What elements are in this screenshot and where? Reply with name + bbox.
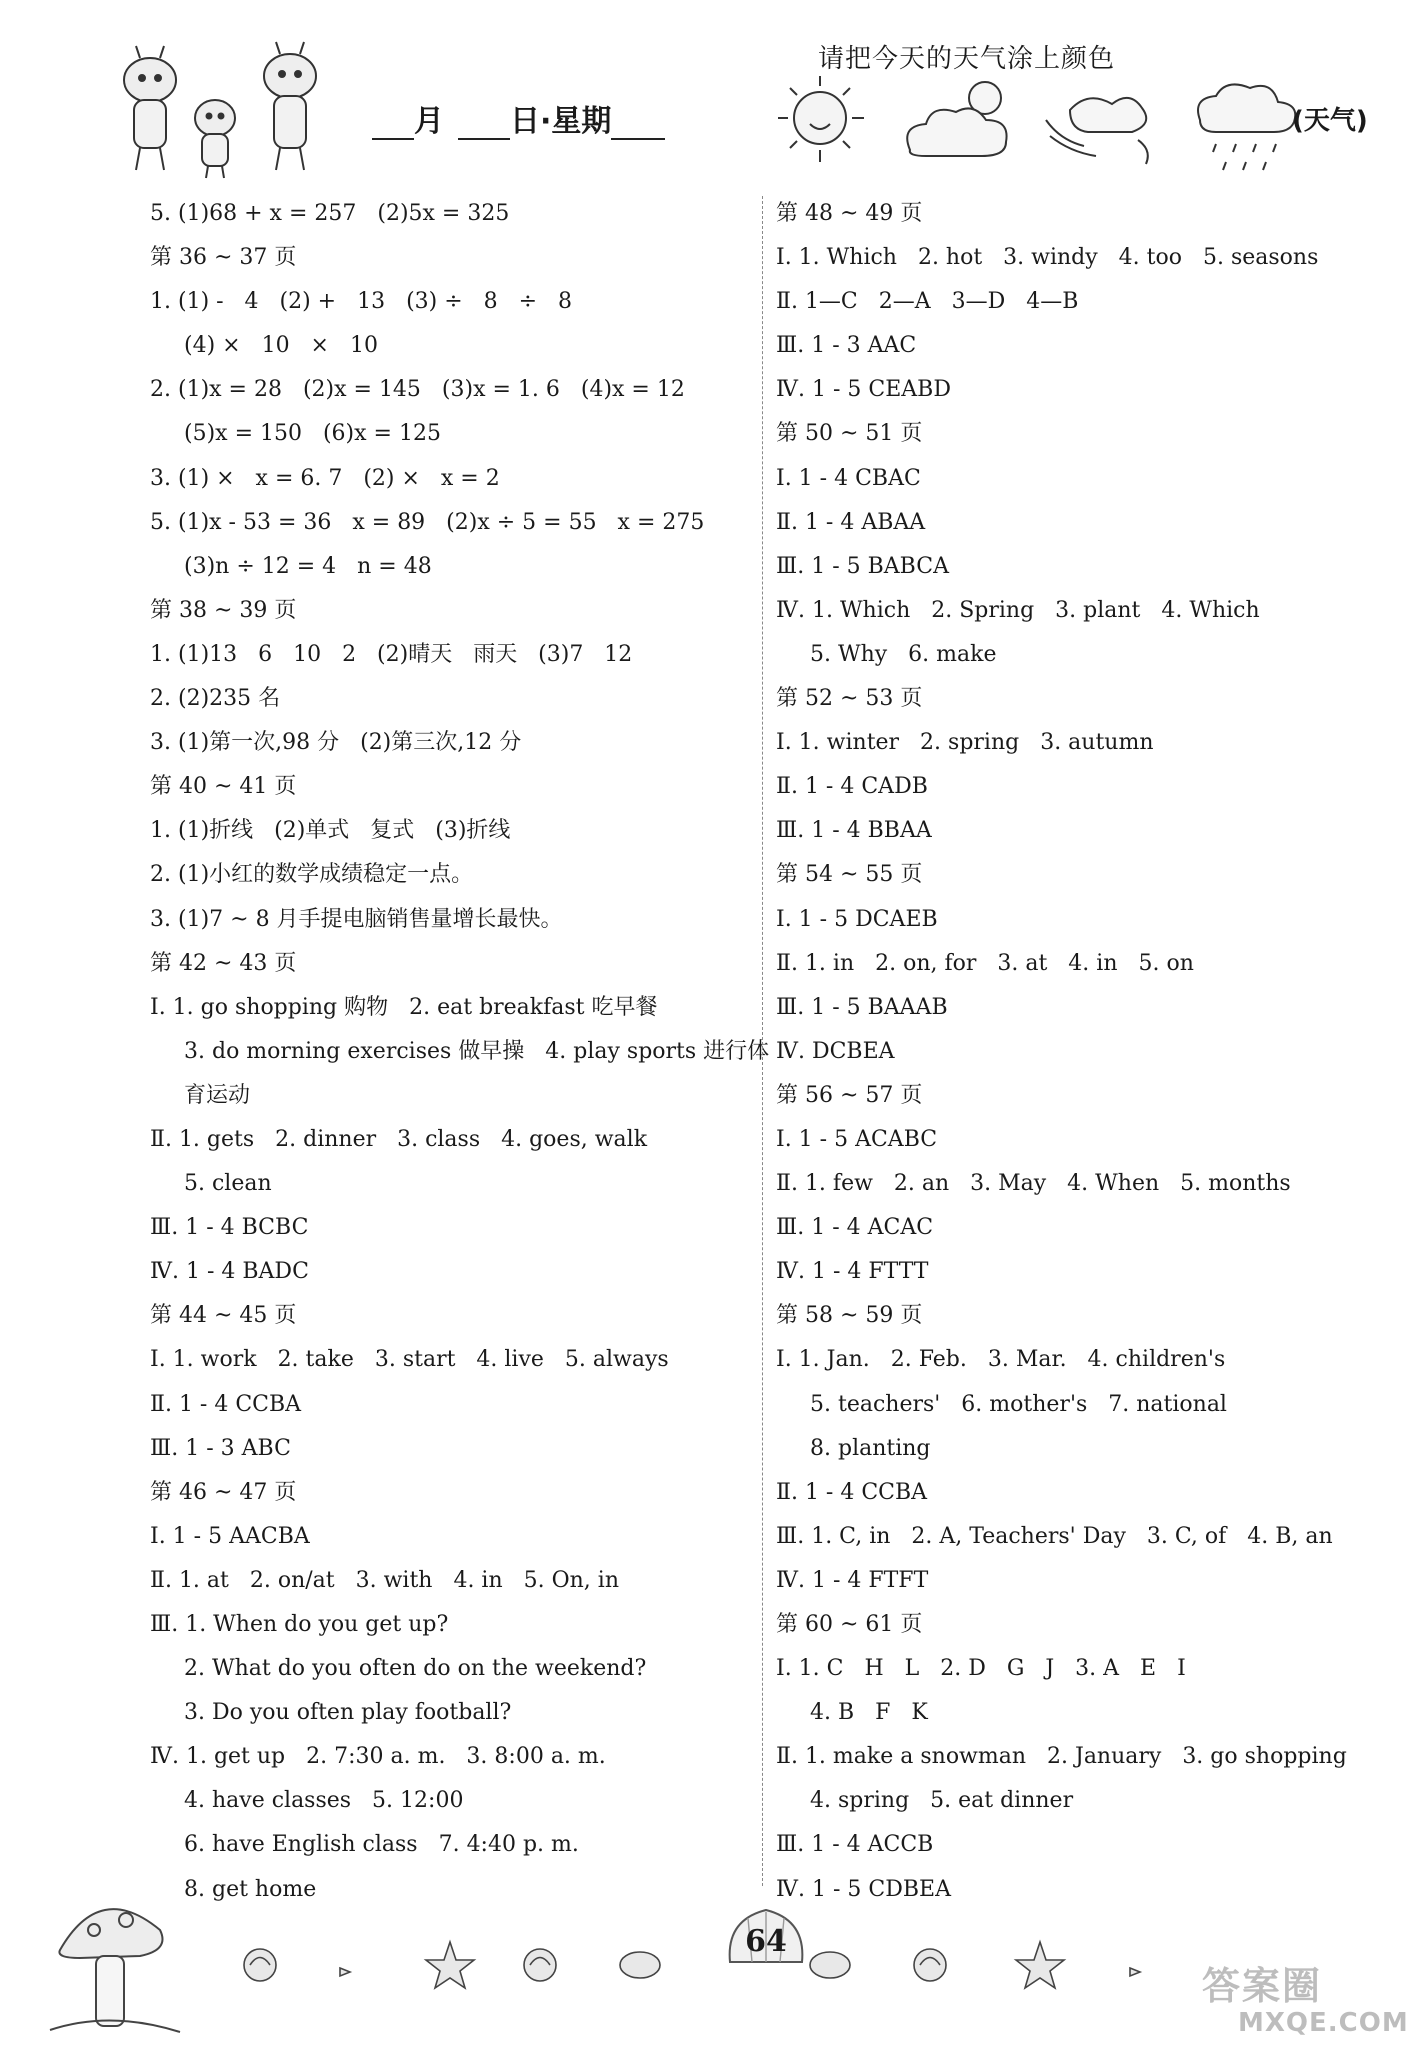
sun-icon[interactable] (778, 76, 864, 162)
answer-line: Ⅳ. 1 - 4 FTFT (776, 1567, 929, 1593)
answer-line: (5)x = 150 (6)x = 125 (184, 421, 441, 447)
answer-line: 2. (1)x = 28 (2)x = 145 (3)x = 1. 6 (4)x = 12 (150, 377, 685, 403)
answer-line: Ⅳ. 1 - 4 FTTT (776, 1259, 929, 1285)
answer-line: Ⅱ. 1 - 4 CADB (776, 774, 928, 800)
answer-line: Ⅰ. 1. work 2. take 3. start 4. live 5. always (150, 1347, 669, 1373)
answer-line: 1. (1) - 4 (2) + 13 (3) ÷ 8 ÷ 8 (150, 289, 573, 315)
answer-line: 3. do morning exercises 做早操 4. play sports 进行体 (184, 1038, 770, 1064)
answer-line: Ⅱ. 1. few 2. an 3. May 4. When 5. months (776, 1171, 1291, 1197)
answer-line: Ⅰ. 1. Jan. 2. Feb. 3. Mar. 4. children's (776, 1347, 1226, 1373)
answer-line: 3. (1)第一次,98 分 (2)第三次,12 分 (150, 730, 522, 756)
answer-line: 1. (1)13 6 10 2 (2)晴天 雨天 (3)7 12 (150, 641, 633, 667)
answer-line: Ⅲ. 1 - 5 BABCA (776, 553, 949, 579)
answer-line: 8. planting (810, 1435, 931, 1461)
answer-line: 2. What do you often do on the weekend? (184, 1656, 647, 1682)
answer-line: 4. spring 5. eat dinner (810, 1788, 1074, 1814)
giraffe-illustration-icon (110, 40, 370, 180)
answer-line: 第 36 ~ 37 页 (150, 245, 297, 271)
answer-line: Ⅲ. 1 - 4 BBAA (776, 818, 932, 844)
answer-line: 第 58 ~ 59 页 (776, 1303, 923, 1329)
watermark-logo: 答案圈 (1202, 1964, 1323, 2008)
answer-line: Ⅱ. 1—C 2—A 3—D 4—B (776, 289, 1079, 315)
answer-line: 第 52 ~ 53 页 (776, 686, 923, 712)
answer-line: Ⅱ. 1 - 4 ABAA (776, 509, 926, 535)
windy-icon[interactable] (1046, 98, 1148, 164)
page-header (0, 0, 1410, 180)
answer-line: Ⅳ. 1. get up 2. 7:30 a. m. 3. 8:00 a. m. (150, 1744, 606, 1770)
answer-line: Ⅲ. 1 - 3 ABC (150, 1435, 291, 1461)
weather-prompt: 请把今天的天气涂上颜色 (818, 44, 1116, 74)
answer-line: (3)n ÷ 12 = 4 n = 48 (184, 553, 432, 579)
answer-line: 1. (1)折线 (2)单式 复式 (3)折线 (150, 818, 511, 844)
answer-line: Ⅳ. 1 - 5 CEABD (776, 377, 951, 403)
answer-column-right (776, 192, 1376, 1912)
answer-line: Ⅰ. 1 - 5 AACBA (150, 1523, 310, 1549)
answer-line: 第 54 ~ 55 页 (776, 862, 923, 888)
answer-line: 4. have classes 5. 12:00 (184, 1788, 464, 1814)
answer-line: Ⅰ. 1. winter 2. spring 3. autumn (776, 730, 1154, 756)
weather-other-label: (天气) (1292, 106, 1368, 136)
answer-line: 3. Do you often play football? (184, 1700, 512, 1726)
month-blank[interactable] (372, 138, 414, 140)
answer-line: Ⅳ. 1 - 4 BADC (150, 1259, 309, 1285)
answer-line: (4) × 10 × 10 (184, 333, 378, 359)
answer-line: Ⅱ. 1 - 4 CCBA (776, 1479, 928, 1505)
answer-line: 5. teachers' 6. mother's 7. national (810, 1391, 1227, 1417)
month-label: 月 (414, 104, 444, 139)
answer-line: 2. (2)235 名 (150, 686, 281, 712)
cloudy-icon[interactable] (907, 82, 1006, 156)
weekday-blank[interactable] (611, 138, 665, 140)
page-footer (0, 1860, 1410, 2051)
answer-line: 3. (1) × x = 6. 7 (2) × x = 2 (150, 465, 500, 491)
answer-line: 4. B F K (810, 1700, 928, 1726)
answer-line: 第 56 ~ 57 页 (776, 1082, 923, 1108)
day-label: 日 (510, 104, 540, 139)
column-divider (762, 196, 763, 1886)
answer-line: Ⅰ. 1 - 5 ACABC (776, 1126, 938, 1152)
answer-line: 8. get home (184, 1876, 317, 1902)
answer-line: Ⅳ. 1. Which 2. Spring 3. plant 4. Which (776, 597, 1260, 623)
date-fill-line (372, 96, 665, 140)
dot-separator: · (540, 104, 552, 139)
answer-line: Ⅱ. 1. gets 2. dinner 3. class 4. goes, walk (150, 1126, 648, 1152)
answer-line: 第 40 ~ 41 页 (150, 774, 297, 800)
answer-line: 育运动 (184, 1082, 251, 1108)
watermark-url: MXQE.COM (1238, 2008, 1409, 2038)
answer-line: Ⅲ. 1 - 3 AAC (776, 333, 917, 359)
answer-line: Ⅰ. 1. C H L 2. D G J 3. A E I (776, 1656, 1186, 1682)
answer-line: 5. (1)x - 53 = 36 x = 89 (2)x ÷ 5 = 55 x = 275 (150, 509, 705, 535)
page-number: 64 (745, 1924, 787, 1959)
answer-line: Ⅳ. 1 - 5 CDBEA (776, 1876, 951, 1902)
answer-line: Ⅰ. 1. go shopping 购物 2. eat breakfast 吃早餐 (150, 994, 658, 1020)
answer-line: Ⅳ. DCBEA (776, 1038, 895, 1064)
answer-line: Ⅱ. 1. make a snowman 2. January 3. go shopping (776, 1744, 1347, 1770)
answer-line: Ⅲ. 1. When do you get up? (150, 1612, 449, 1637)
day-blank[interactable] (458, 138, 510, 140)
answer-column-left (150, 192, 770, 1912)
answer-line: 第 50 ~ 51 页 (776, 421, 923, 447)
answer-line: Ⅲ. 1 - 4 ACCB (776, 1832, 934, 1858)
answer-line: Ⅱ. 1 - 4 CCBA (150, 1391, 302, 1417)
rain-icon[interactable] (1198, 84, 1295, 170)
answer-line: 第 48 ~ 49 页 (776, 201, 923, 226)
weekday-label: 星期 (551, 104, 612, 139)
answer-line: Ⅲ. 1 - 4 BCBC (150, 1215, 309, 1241)
answer-line: Ⅱ. 1. at 2. on/at 3. with 4. in 5. On, in (150, 1567, 619, 1593)
answer-line: 第 38 ~ 39 页 (150, 597, 297, 623)
answer-line: 2. (1)小红的数学成绩稳定一点。 (150, 862, 474, 888)
answer-line: 第 46 ~ 47 页 (150, 1479, 297, 1505)
answer-line: Ⅲ. 1 - 5 BAAAB (776, 994, 948, 1020)
answer-line: 第 60 ~ 61 页 (776, 1612, 923, 1637)
mushroom-illustration-icon (40, 1860, 190, 2051)
answer-line: 3. (1)7 ~ 8 月手提电脑销售量增长最快。 (150, 906, 563, 932)
answer-line: Ⅱ. 1. in 2. on, for 3. at 4. in 5. on (776, 950, 1194, 976)
answer-line: Ⅰ. 1. Which 2. hot 3. windy 4. too 5. seasons (776, 245, 1319, 271)
answer-line: 第 44 ~ 45 页 (150, 1303, 297, 1329)
answer-line: 第 42 ~ 43 页 (150, 950, 297, 976)
answer-line: Ⅰ. 1 - 5 DCAEB (776, 906, 938, 932)
shell-star-border-icon (230, 1920, 1180, 2010)
answer-line: 5. clean (184, 1171, 272, 1197)
answer-line: Ⅰ. 1 - 4 CBAC (776, 465, 921, 491)
answer-line: Ⅲ. 1 - 4 ACAC (776, 1215, 934, 1241)
answer-line: 6. have English class 7. 4:40 p. m. (184, 1832, 579, 1858)
answer-line: 5. (1)68 + x = 257 (2)5x = 325 (150, 201, 510, 226)
answer-line: Ⅲ. 1. C, in 2. A, Teachers' Day 3. C, of 4. B, an (776, 1523, 1333, 1549)
answer-line: 5. Why 6. make (810, 641, 997, 667)
